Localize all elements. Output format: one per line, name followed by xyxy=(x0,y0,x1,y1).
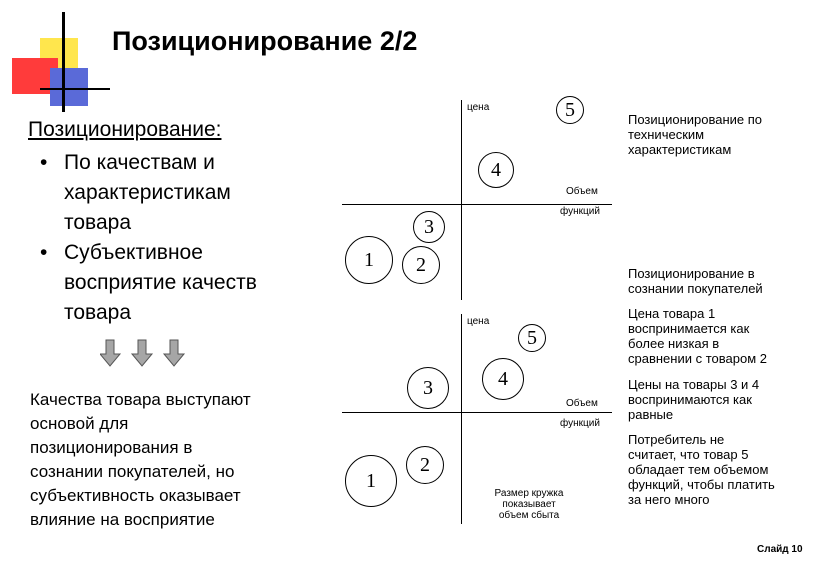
product-1-circle: 1 xyxy=(345,236,393,284)
down-arrow-icon xyxy=(132,340,152,366)
product-5-circle: 5 xyxy=(556,96,584,124)
note-line: позиционирования в xyxy=(30,438,193,457)
right-note-line: равные xyxy=(628,407,674,422)
bullet-line: товара xyxy=(64,211,132,234)
bullet-line: товара xyxy=(64,301,132,324)
bullet-item xyxy=(40,238,257,328)
size-note-line: объем сбыта xyxy=(498,510,560,521)
product-3-circle: 3 xyxy=(413,211,445,243)
bottom-x-label: Объем xyxy=(566,398,598,409)
note-line: Качества товара выступают xyxy=(30,390,251,409)
slide-number: Слайд 10 xyxy=(757,544,803,555)
top-x-axis xyxy=(342,204,612,205)
bottom-y-axis xyxy=(461,314,462,524)
bullet-item xyxy=(40,148,257,238)
product-2-circle: 2 xyxy=(402,246,440,284)
right-note-line: сравнении с товаром 2 xyxy=(628,351,767,366)
bullet-list xyxy=(40,148,257,328)
note-line: сознании покупателей, но xyxy=(30,462,235,481)
deco-horizontal-line xyxy=(40,88,110,90)
bottom-y-label: цена xyxy=(467,316,490,327)
right-note-line: Цены на товары 3 и 4 xyxy=(628,377,760,392)
note-line: влияние на восприятие xyxy=(30,510,215,529)
right-note-line: Цена товара 1 xyxy=(628,306,716,321)
right-point-3 xyxy=(628,432,828,507)
product-4-circle: 4 xyxy=(482,358,524,400)
top-y-label: цена xyxy=(467,102,490,113)
left-note xyxy=(30,388,251,532)
deco-vertical-line xyxy=(62,12,65,112)
bottom-x-label: функций xyxy=(560,418,600,429)
note-line: основой для xyxy=(30,414,129,433)
bullet-line: восприятие качеств xyxy=(64,271,257,294)
size-note-line: Размер кружка xyxy=(494,488,564,499)
top-x-label: Объем xyxy=(566,186,598,197)
down-arrow-icon xyxy=(164,340,184,366)
bullet-dot: • xyxy=(40,241,48,264)
right-note-line: Позиционирование в xyxy=(628,266,755,281)
right-note-line: Потребитель не xyxy=(628,432,725,447)
right-note-line: Позиционирование по xyxy=(628,112,763,127)
right-note-line: характеристикам xyxy=(628,142,732,157)
bottom-x-axis xyxy=(342,412,612,413)
bullet-dot: • xyxy=(40,151,48,174)
bullet-line: характеристикам xyxy=(64,181,231,204)
right-top-note xyxy=(628,112,828,157)
top-x-label: функций xyxy=(560,206,600,217)
down-arrows-icon xyxy=(100,338,190,370)
slide-title: Позиционирование 2/2 xyxy=(112,26,418,56)
product-3-circle: 3 xyxy=(407,367,449,409)
note-line: субъективность оказывает xyxy=(30,486,241,505)
product-1-circle: 1 xyxy=(345,455,397,507)
right-note-line: считает, что товар 5 xyxy=(628,447,749,462)
right-note-line: воспринимаются как xyxy=(628,392,752,407)
product-5-circle: 5 xyxy=(518,324,546,352)
down-arrow-icon xyxy=(100,340,120,366)
product-4-circle: 4 xyxy=(478,152,514,188)
bullet-line: По качествам и xyxy=(64,151,215,174)
right-point-2 xyxy=(628,377,828,422)
right-note-line: за него много xyxy=(628,492,710,507)
right-note-line: функций, чтобы платить xyxy=(628,477,775,492)
top-y-axis xyxy=(461,100,462,300)
left-heading: Позиционирование: xyxy=(28,118,222,141)
product-2-circle: 2 xyxy=(406,446,444,484)
deco-blue-square xyxy=(50,68,88,106)
bullet-line: Субъективное xyxy=(64,241,203,264)
right-note-line: более низкая в xyxy=(628,336,720,351)
size-note-line: показывает xyxy=(502,499,556,510)
right-note-line: обладает тем объемом xyxy=(628,462,769,477)
right-note-line: сознании покупателей xyxy=(628,281,763,296)
right-mid-note xyxy=(628,266,828,296)
right-point-1 xyxy=(628,306,828,366)
size-note xyxy=(470,488,588,521)
right-note-line: воспринимается как xyxy=(628,321,750,336)
right-note-line: техническим xyxy=(628,127,705,142)
